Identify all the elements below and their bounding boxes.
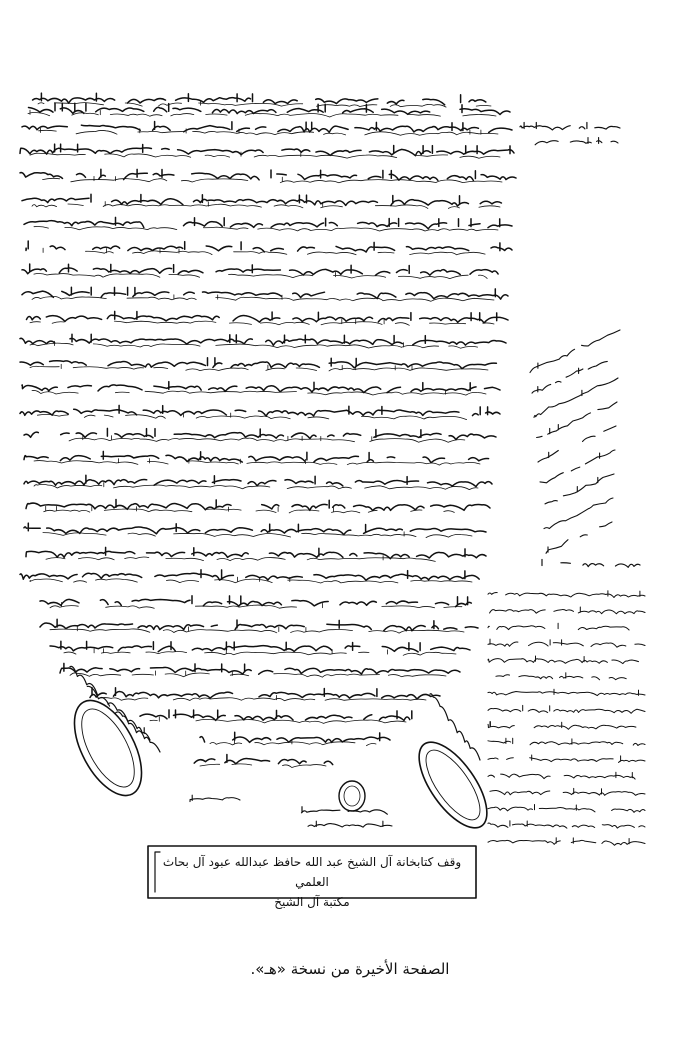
handwritten-line <box>488 772 635 779</box>
handwritten-line <box>26 547 486 558</box>
handwritten-line <box>488 805 645 813</box>
handwritten-line <box>488 656 639 664</box>
handwritten-line <box>22 122 512 133</box>
handwritten-line <box>20 334 506 345</box>
handwritten-line <box>200 764 326 768</box>
handwritten-line <box>534 378 618 417</box>
handwritten-line <box>190 795 240 801</box>
handwritten-line <box>430 694 480 760</box>
handwritten-line <box>90 688 440 700</box>
handwritten-line <box>22 264 498 275</box>
handwritten-line <box>488 639 645 647</box>
handwritten-line <box>50 641 470 652</box>
handwritten-line <box>488 788 645 795</box>
handwritten-line <box>20 570 479 581</box>
handwritten-line <box>32 128 498 135</box>
handwritten-line <box>488 591 645 598</box>
handwritten-line <box>210 740 376 746</box>
handwritten-line <box>26 500 490 511</box>
handwritten-line <box>50 602 462 608</box>
handwritten-line <box>20 405 500 416</box>
handwritten-line <box>488 705 645 713</box>
waqf-stamp <box>152 852 472 909</box>
handwritten-line <box>530 330 620 373</box>
handwritten-line <box>525 138 618 145</box>
handwritten-line <box>190 755 333 765</box>
main-text-block <box>18 93 516 827</box>
seal-right <box>406 731 499 838</box>
waqf-stamp-line1: وقف كتابخانة آل الشيخ عبد الله حافظ عبدالله عبود آل بحاث العلمي <box>162 855 462 889</box>
handwritten-line <box>488 755 645 763</box>
handwritten-line <box>488 623 629 630</box>
handwritten-line <box>32 390 486 395</box>
handwritten-line <box>36 556 435 562</box>
handwritten-line <box>34 532 472 538</box>
side-notes-block <box>488 591 645 846</box>
handwritten-line <box>20 311 508 323</box>
handwritten-line <box>488 821 645 828</box>
handwritten-line <box>520 123 620 130</box>
handwritten-line <box>40 619 478 631</box>
handwritten-line <box>22 194 501 206</box>
handwritten-line <box>488 722 636 730</box>
handwritten-line <box>30 341 478 348</box>
handwritten-line <box>546 522 612 553</box>
handwritten-line <box>78 680 160 752</box>
handwritten-line <box>30 413 467 420</box>
handwritten-line <box>30 577 472 583</box>
handwritten-line <box>140 710 412 721</box>
handwritten-line <box>24 475 492 486</box>
handwritten-line <box>24 451 489 462</box>
handwritten-line <box>30 152 500 158</box>
waqf-stamp-line2: مكتبة آل الشيخ <box>274 895 350 909</box>
handwritten-line <box>26 241 512 252</box>
handwritten-line <box>308 821 392 827</box>
handwritten-line <box>22 382 500 393</box>
handwritten-line <box>488 738 645 745</box>
seal-center <box>339 781 365 811</box>
handwritten-line <box>532 361 607 393</box>
handwritten-line <box>488 689 645 695</box>
margin-notes <box>520 123 640 568</box>
handwritten-line <box>24 523 486 535</box>
handwritten-line <box>32 272 487 278</box>
handwritten-line <box>24 428 496 439</box>
handwritten-line <box>20 144 514 156</box>
handwritten-line <box>60 663 460 674</box>
handwritten-line <box>540 560 640 568</box>
handwritten-line <box>488 838 645 846</box>
handwritten-line <box>544 498 613 529</box>
handwritten-line <box>488 607 645 614</box>
page-caption: الصفحة الأخيرة من نسخة «هـ». <box>250 960 450 978</box>
handwritten-line <box>200 732 390 742</box>
handwritten-line <box>150 717 406 723</box>
seal-left <box>61 690 156 806</box>
handwritten-line <box>488 673 626 680</box>
